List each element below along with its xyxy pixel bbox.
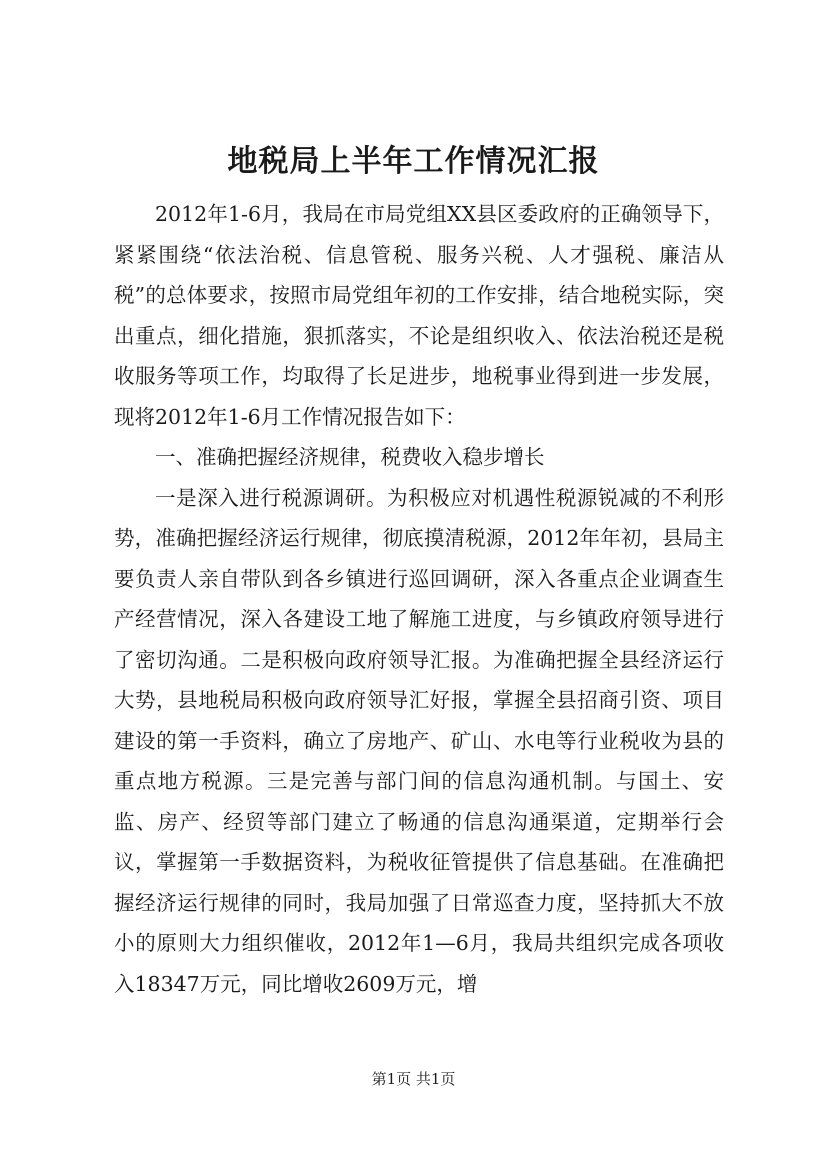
document-body [114,194,724,1004]
section-paragraph: 一是深入进行税源调研。为积极应对机遇性税源锐减的不利形势，准确把握经济运行规律，彻底摸清税源，2012年年初，县局主要负责人亲自带队到各乡镇进行巡回调研，深入各重点企业调查生产经营情况，深入各建设工地了解施工进度，与乡镇政府领导进行了密切沟通。二是积极向政府领导汇报。为准确把握全县经济运行大势，县地税局积极向政府领导汇好报，掌握全县招商引资、项目建设的第一手资料，确立了房地产、矿山、水电等行业税收为县的重点地方税源。三是完善与部门间的信息沟通机制。与国土、安监、房产、经贸等部门建立了畅通的信息沟通渠道，定期举行会议，掌握第一手数据资料，为税收征管提供了信息基础。在准确把握经济运行规律的同时，我局加强了日常巡查力度，坚持抓大不放小的原则大力组织催收，2012年1—6月，我局共组织完成各项收入18347万元，同比增收2609万元，增 [114,485,724,996]
page-footer: 第1页 共1页 [371,1070,456,1088]
intro-paragraph: 2012年1-6月，我局在市局党组XX县区委政府的正确领导下，紧紧围绕“依法治税、信息管税、服务兴税、人才强税、廉洁从税”的总体要求，按照市局党组年初的工作安排，结合地税实际，突出重点，细化措施，狠抓落实，不论是组织收入、依法治税还是税收服务等项工作，均取得了长足进步，地税事业得到进一步发展，现将2012年1-6月工作情况报告如下： [114,202,724,429]
section-heading: 一、准确把握经济规律，税费收入稳步增长 [155,445,545,469]
document-title: 地税局上半年工作情况汇报 [227,144,600,179]
